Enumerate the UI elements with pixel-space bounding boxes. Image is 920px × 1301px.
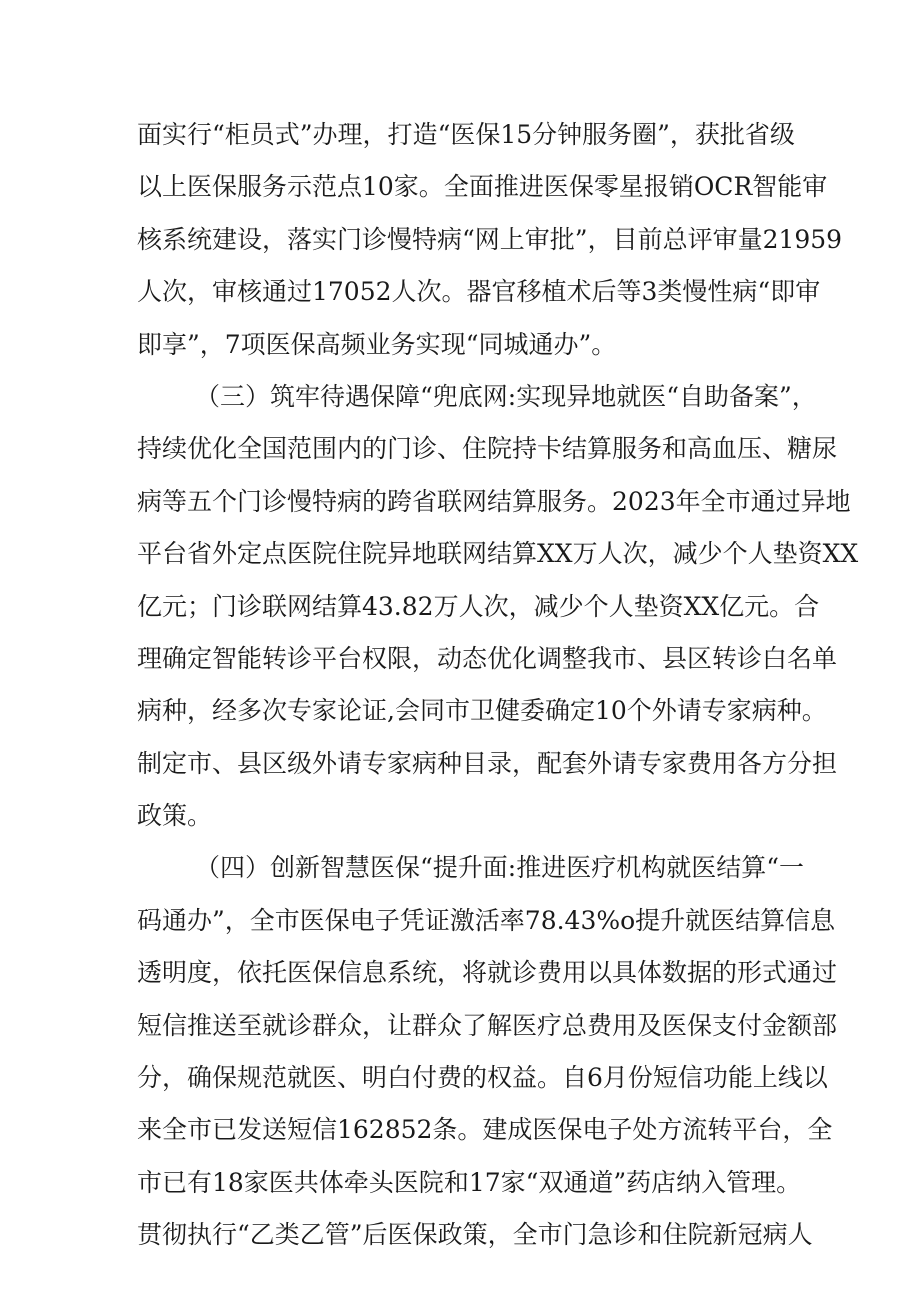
text-line: （四）创新智慧医保“提升面:推进医疗机构就医结算“一 [195,853,804,883]
text-line: 即享”，7项医保高频业务实现“同城通办”。 [137,329,617,359]
text-line: 码通办”，全市医保电子凭证激活率78.43%o提升就医结算信息 [137,905,836,935]
text-line: 市已有18家医共体牵头医院和17家“双通道”药店纳入管理。 [137,1167,802,1197]
text-line: 以上医保服务示范点10家。全面推进医保零星报销OCR智能审 [137,172,828,202]
text-line: 制定市、县区级外请专家病种目录，配套外请专家费用各方分担 [137,748,838,778]
text-line: 来全市已发送短信162852条。建成医保电子处方流转平台，全 [137,1115,833,1145]
text-line: 病种，经多次专家论证,会同市卫健委确定10个外请专家病种。 [137,696,827,726]
text-line: 人次，审核通过17052人次。器官移植术后等3类慢性病“即审 [137,277,821,307]
paragraph-1 [137,109,843,371]
text-line: 面实行“柜员式”办理，打造“医保15分钟服务圈”，获批省级 [137,120,795,149]
paragraph-3 [137,842,838,1261]
text-line: 病等五个门诊慢特病的跨省联网结算服务。2023年全市通过异地 [137,486,851,516]
text-line: 理确定智能转诊平台权限，动态优化调整我市、县区转诊白名单 [137,643,838,673]
paragraph-2 [137,371,859,843]
text-line: 短信推送至就诊群众，让群众了解医疗总费用及医保支付金额部 [137,1010,838,1040]
text-line: 贯彻执行“乙类乙管”后医保政策，全市门急诊和住院新冠病人 [137,1220,813,1250]
text-line: 透明度，依托医保信息系统，将就诊费用以具体数据的形式通过 [137,958,838,988]
text-line: 核系统建设，落实门诊慢特病“网上审批”，目前总评审量21959 [137,224,843,254]
text-line: 持续优化全国范围内的门诊、住院持卡结算服务和高血压、糖尿 [137,434,838,464]
text-line: （三）筑牢待遇保障“兜底网:实现异地就医“自助备案”， [195,381,817,411]
text-line: 政策。 [137,801,213,831]
text-line: 平台省外定点医院住院异地联网结算XX万人次，减少个人垫资XX [137,539,859,569]
document-body [137,109,859,1262]
text-line: 亿元；门诊联网结算43.82万人次，减少个人垫资XX亿元。合 [137,591,820,621]
text-line: 分，确保规范就医、明白付费的权益。自6月份短信功能上线以 [137,1063,828,1093]
